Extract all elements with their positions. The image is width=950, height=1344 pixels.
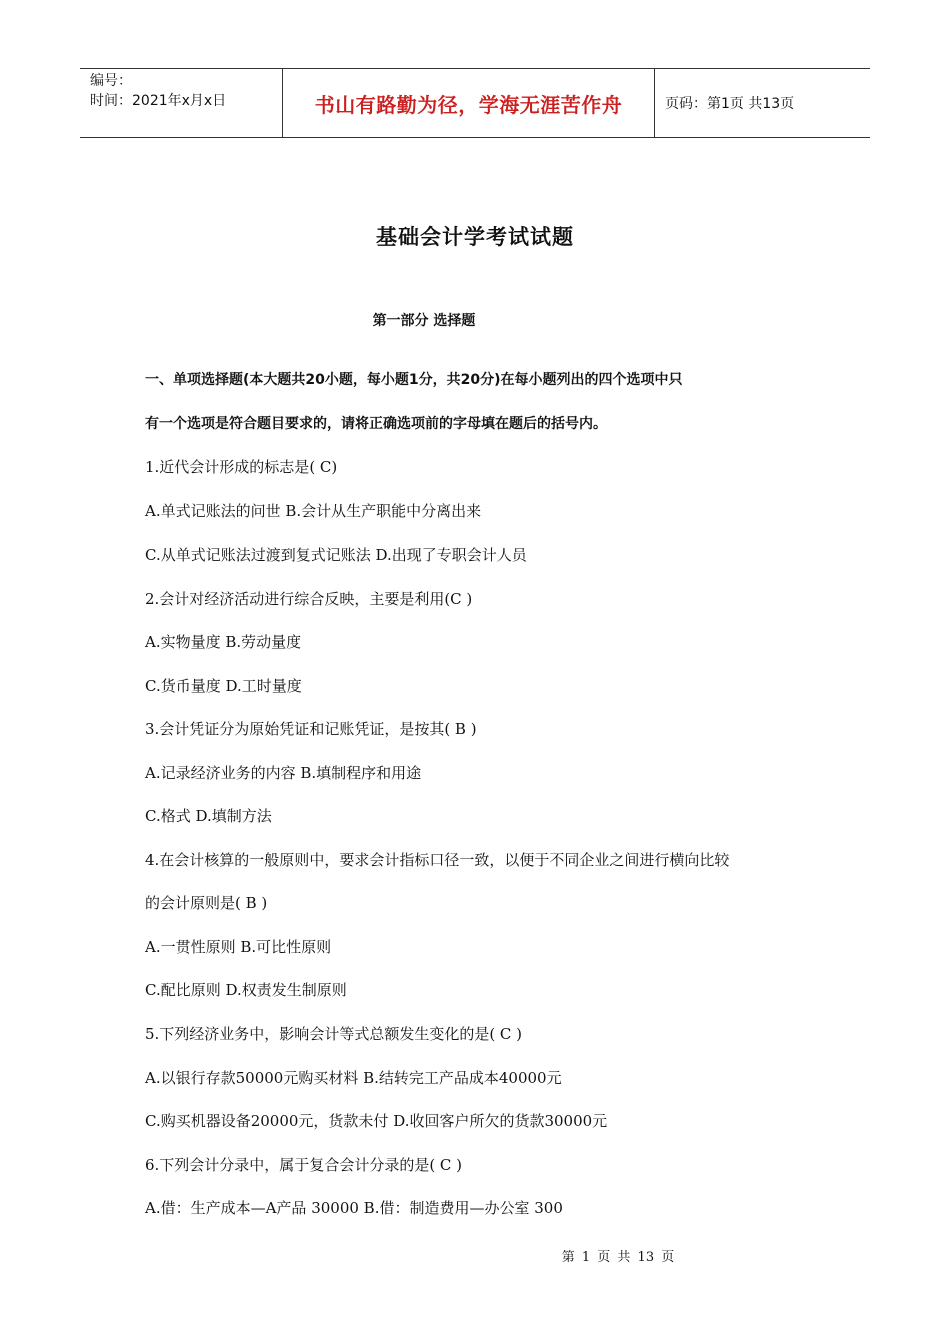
question-line: 6.下列会计分录中，属于复合会计分录的是( C ) <box>145 1156 463 1174</box>
question-line: 2.会计对经济活动进行综合反映，主要是利用(C ) <box>145 590 473 608</box>
question-line: 1.近代会计形成的标志是( C) <box>145 458 338 476</box>
time-label: 时间：2021年x月x日 <box>90 93 227 109</box>
question-line: 4.在会计核算的一般原则中，要求会计指标口径一致，以便于不同企业之间进行横向比较 <box>145 851 730 869</box>
page-footer: 第 1 页 共 13 页 <box>561 1250 675 1265</box>
question-line: A.单式记账法的问世 B.会计从生产职能中分离出来 <box>145 502 482 520</box>
question-line: A.借：生产成本—A产品 30000 B.借：制造费用—办公室 300 <box>145 1199 563 1217</box>
question-line: A.一贯性原则 B.可比性原则 <box>145 938 332 956</box>
section-instructions-line-2: 有一个选项是符合题目要求的，请将正确选项前的字母填在题后的括号内。 <box>145 416 607 432</box>
header-page-info: 页码：第1页 共13页 <box>665 96 795 112</box>
question-line: C.格式 D.填制方法 <box>145 807 272 825</box>
number-label: 编号： <box>90 73 132 89</box>
question-line: C.从单式记账法过渡到复式记账法 D.出现了专职会计人员 <box>145 546 527 564</box>
section-instructions-line-1: 一、单项选择题(本大题共20小题，每小题1分，共20分)在每小题列出的四个选项中只 <box>145 372 683 388</box>
question-line: 5.下列经济业务中，影响会计等式总额发生变化的是( C ) <box>145 1025 523 1043</box>
question-line: A.实物量度 B.劳动量度 <box>145 633 302 651</box>
question-line: C.购买机器设备20000元，货款未付 D.收回客户所欠的货款30000元 <box>145 1112 608 1130</box>
question-line: A.记录经济业务的内容 B.填制程序和用途 <box>145 764 422 782</box>
question-line: C.配比原则 D.权责发生制原则 <box>145 981 347 999</box>
document-title: 基础会计学考试试题 <box>376 224 574 249</box>
part-title: 第一部分 选择题 <box>372 313 476 329</box>
document-header <box>80 68 870 138</box>
question-line: 的会计原则是( B ) <box>145 894 268 912</box>
question-line: 3.会计凭证分为原始凭证和记账凭证，是按其( B ) <box>145 720 477 738</box>
header-motto: 书山有路勤为径，学海无涯苦作舟 <box>282 69 655 137</box>
question-line: A.以银行存款50000元购买材料 B.结转完工产品成本40000元 <box>145 1069 562 1087</box>
header-meta <box>80 69 282 137</box>
question-line: C.货币量度 D.工时量度 <box>145 677 302 695</box>
